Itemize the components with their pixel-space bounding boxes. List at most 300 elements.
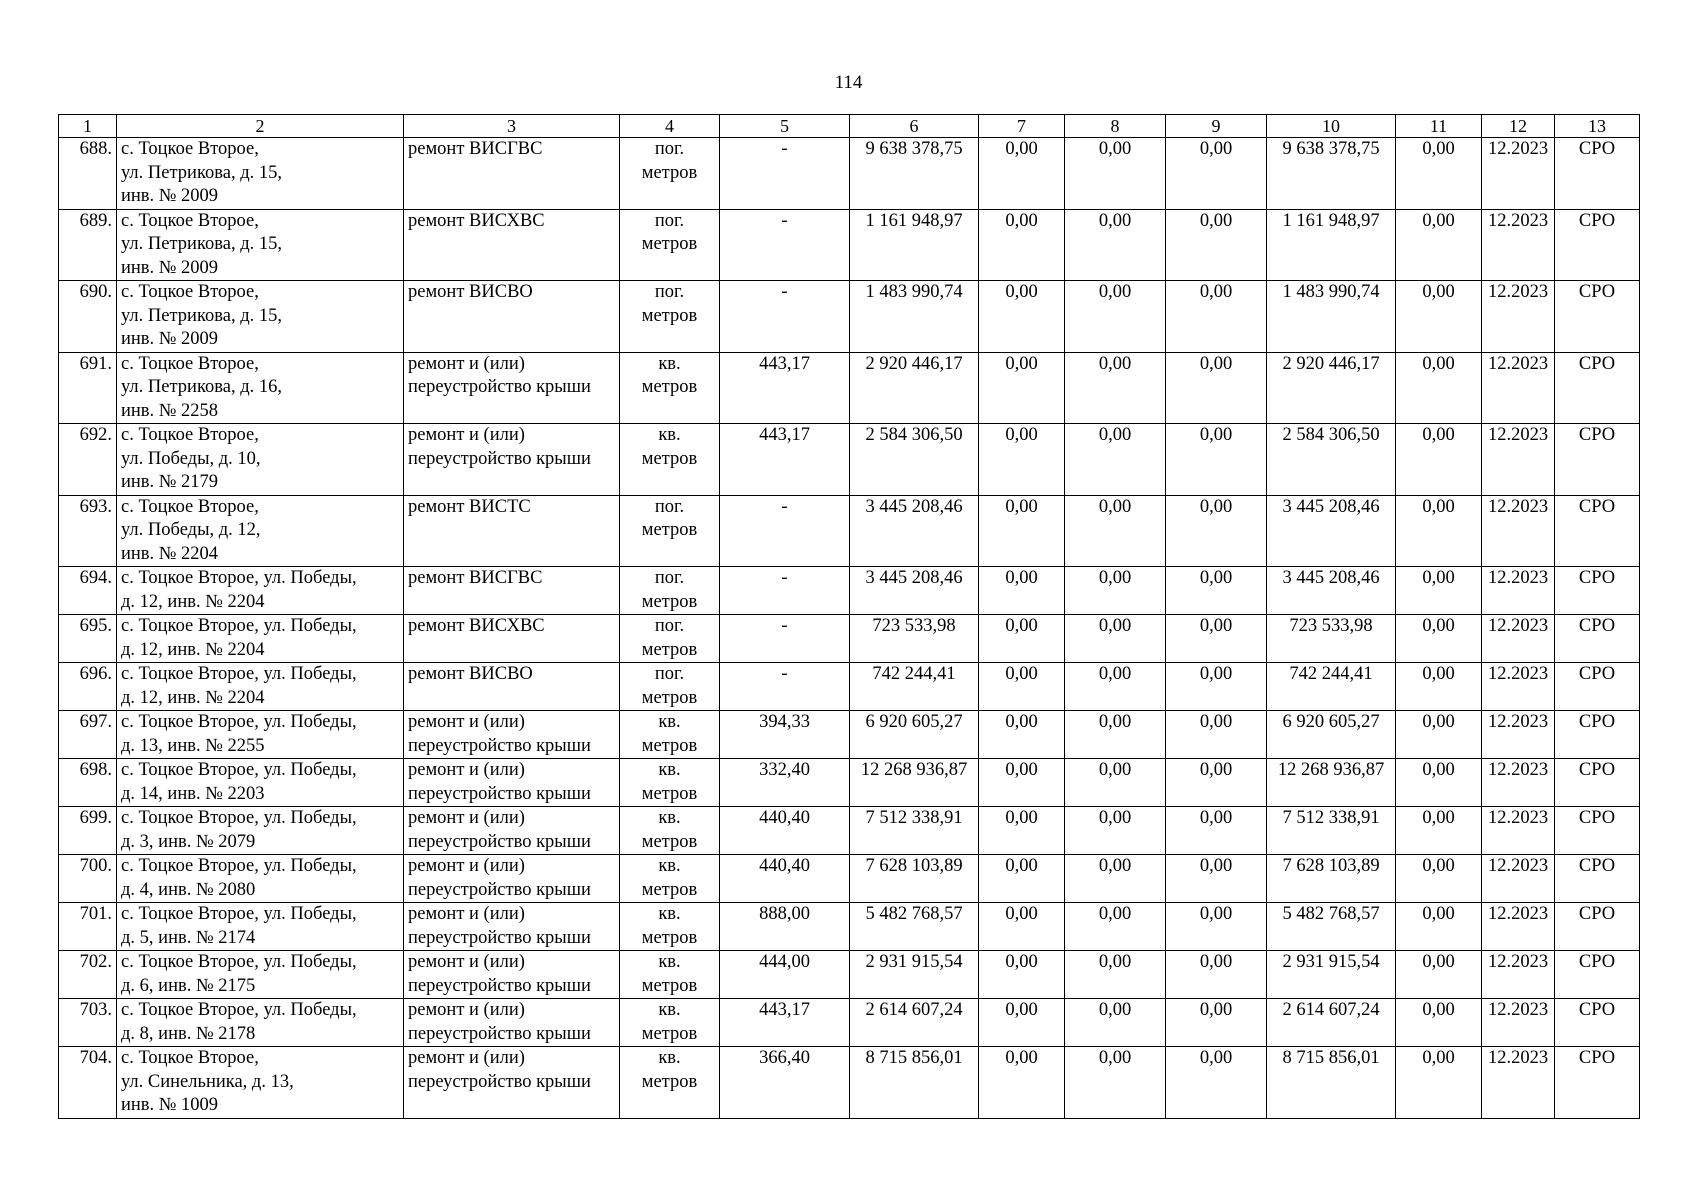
- address-cell: [117, 855, 404, 903]
- address-cell-line: д. 3, инв. № 2079: [121, 831, 256, 852]
- unit-cell-line: метров: [641, 879, 698, 900]
- value-cell-7: 0,00: [979, 807, 1065, 855]
- value-cell-9: 0,00: [1166, 999, 1267, 1047]
- address-cell-line: д. 12, инв. № 2204: [121, 591, 265, 612]
- unit-cell-line: метров: [641, 783, 698, 804]
- work-type-cell: [404, 951, 620, 999]
- address-cell-line: с. Тоцкое Второе,: [121, 496, 259, 517]
- value-cell-12: 12.2023: [1482, 281, 1555, 353]
- table-row: [59, 567, 1640, 615]
- unit-cell: [620, 1047, 720, 1119]
- unit-cell: [620, 567, 720, 615]
- address-cell: [117, 663, 404, 711]
- unit-cell: [620, 807, 720, 855]
- work-type-cell: [404, 999, 620, 1047]
- value-cell-11: 0,00: [1396, 567, 1482, 615]
- value-cell-7: 0,00: [979, 759, 1065, 807]
- column-header-11: 11: [1396, 115, 1482, 138]
- value-cell-11: 0,00: [1396, 209, 1482, 281]
- value-cell-10: 1 483 990,74: [1267, 281, 1396, 353]
- unit-cell: [620, 352, 720, 424]
- value-cell-8: 0,00: [1065, 209, 1166, 281]
- address-cell-line: инв. № 2009: [121, 186, 219, 206]
- unit-cell-line: пог.: [654, 664, 685, 684]
- value-cell-10: 3 445 208,46: [1267, 567, 1396, 615]
- unit-cell-line: метров: [641, 520, 698, 540]
- work-type-cell: [404, 495, 620, 567]
- unit-cell-line: метров: [641, 831, 698, 852]
- value-cell-12: 12.2023: [1482, 807, 1555, 855]
- value-cell-7: 0,00: [979, 855, 1065, 903]
- address-cell-line: д. 13, инв. № 2255: [121, 735, 265, 756]
- unit-cell: [620, 663, 720, 711]
- row-number: 703.: [59, 999, 117, 1047]
- value-cell-8: 0,00: [1065, 352, 1166, 424]
- value-cell-9: 0,00: [1166, 424, 1267, 496]
- address-cell-line: с. Тоцкое Второе, ул. Победы,: [121, 712, 357, 732]
- value-cell-10: 6 920 605,27: [1267, 711, 1396, 759]
- work-type-cell: [404, 281, 620, 353]
- address-cell-line: с. Тоцкое Второе, ул. Победы,: [121, 808, 357, 828]
- table-row: [59, 999, 1640, 1047]
- work-type-cell-line: ремонт и (или): [408, 1000, 525, 1020]
- value-cell-11: 0,00: [1396, 711, 1482, 759]
- table-row: [59, 424, 1640, 496]
- address-cell-line: с. Тоцкое Второе, ул. Победы,: [121, 904, 357, 924]
- work-type-cell: [404, 1047, 620, 1119]
- source-cell: СРО: [1555, 495, 1640, 567]
- value-cell-5: 332,40: [720, 759, 850, 807]
- unit-cell-line: метров: [641, 1071, 698, 1092]
- value-cell-7: 0,00: [979, 352, 1065, 424]
- work-type-cell: [404, 567, 620, 615]
- unit-cell-line: метров: [641, 735, 698, 756]
- address-cell-line: с. Тоцкое Второе,: [121, 1048, 259, 1068]
- value-cell-10: 1 161 948,97: [1267, 209, 1396, 281]
- source-cell: СРО: [1555, 209, 1640, 281]
- address-cell-line: с. Тоцкое Второе,: [121, 139, 259, 159]
- value-cell-6: 9 638 378,75: [850, 138, 979, 210]
- value-cell-8: 0,00: [1065, 759, 1166, 807]
- unit-cell-line: кв.: [658, 425, 681, 445]
- value-cell-12: 12.2023: [1482, 495, 1555, 567]
- address-cell: [117, 1047, 404, 1119]
- value-cell-5: -: [720, 138, 850, 210]
- row-number: 698.: [59, 759, 117, 807]
- value-cell-11: 0,00: [1396, 903, 1482, 951]
- value-cell-7: 0,00: [979, 711, 1065, 759]
- value-cell-5: 444,00: [720, 951, 850, 999]
- value-cell-6: 8 715 856,01: [850, 1047, 979, 1119]
- value-cell-7: 0,00: [979, 424, 1065, 496]
- table-row: [59, 138, 1640, 210]
- value-cell-12: 12.2023: [1482, 855, 1555, 903]
- work-type-cell-line: ремонт ВИСХВС: [408, 616, 545, 636]
- unit-cell-line: метров: [641, 1023, 698, 1044]
- value-cell-10: 8 715 856,01: [1267, 1047, 1396, 1119]
- address-cell-line: инв. № 2009: [121, 329, 219, 349]
- value-cell-7: 0,00: [979, 999, 1065, 1047]
- unit-cell-line: кв.: [658, 760, 681, 780]
- value-cell-6: 2 920 446,17: [850, 352, 979, 424]
- source-cell: СРО: [1555, 567, 1640, 615]
- value-cell-11: 0,00: [1396, 138, 1482, 210]
- address-cell: [117, 495, 404, 567]
- value-cell-5: -: [720, 567, 850, 615]
- row-number: 689.: [59, 209, 117, 281]
- unit-cell-line: пог.: [654, 568, 685, 588]
- address-cell-line: с. Тоцкое Второе,: [121, 425, 259, 445]
- unit-cell: [620, 903, 720, 951]
- column-header-2: 2: [117, 115, 404, 138]
- row-number: 694.: [59, 567, 117, 615]
- source-cell: СРО: [1555, 663, 1640, 711]
- value-cell-12: 12.2023: [1482, 352, 1555, 424]
- value-cell-7: 0,00: [979, 495, 1065, 567]
- work-type-cell-line: ремонт ВИСВО: [408, 664, 533, 684]
- value-cell-6: 5 482 768,57: [850, 903, 979, 951]
- unit-cell-line: метров: [641, 234, 698, 254]
- address-cell-line: ул. Петрикова, д. 16,: [121, 377, 282, 397]
- work-type-cell-line: ремонт и (или): [408, 904, 525, 924]
- address-cell-line: с. Тоцкое Второе, ул. Победы,: [121, 952, 357, 972]
- work-type-cell: [404, 759, 620, 807]
- column-header-6: 6: [850, 115, 979, 138]
- row-number: 693.: [59, 495, 117, 567]
- unit-cell: [620, 209, 720, 281]
- unit-cell: [620, 999, 720, 1047]
- row-number: 688.: [59, 138, 117, 210]
- address-cell-line: с. Тоцкое Второе, ул. Победы,: [121, 664, 357, 684]
- value-cell-9: 0,00: [1166, 711, 1267, 759]
- column-header-1: 1: [59, 115, 117, 138]
- row-number: 701.: [59, 903, 117, 951]
- work-type-cell-line: ремонт ВИСТС: [408, 496, 531, 517]
- value-cell-12: 12.2023: [1482, 424, 1555, 496]
- address-cell: [117, 424, 404, 496]
- value-cell-10: 2 614 607,24: [1267, 999, 1396, 1047]
- work-type-cell-line: ремонт ВИСГВС: [408, 568, 543, 588]
- unit-cell-line: метров: [641, 927, 698, 948]
- value-cell-12: 12.2023: [1482, 999, 1555, 1047]
- work-type-cell: [404, 903, 620, 951]
- address-cell-line: д. 5, инв. № 2174: [121, 927, 256, 948]
- value-cell-5: -: [720, 281, 850, 353]
- column-header-9: 9: [1166, 115, 1267, 138]
- value-cell-12: 12.2023: [1482, 209, 1555, 281]
- value-cell-7: 0,00: [979, 138, 1065, 210]
- value-cell-6: 3 445 208,46: [850, 567, 979, 615]
- value-cell-9: 0,00: [1166, 209, 1267, 281]
- value-cell-8: 0,00: [1065, 807, 1166, 855]
- row-number: 700.: [59, 855, 117, 903]
- source-cell: СРО: [1555, 1047, 1640, 1119]
- source-cell: СРО: [1555, 855, 1640, 903]
- value-cell-12: 12.2023: [1482, 615, 1555, 663]
- row-number: 692.: [59, 424, 117, 496]
- work-type-cell-line: ремонт ВИСВО: [408, 282, 533, 302]
- value-cell-12: 12.2023: [1482, 567, 1555, 615]
- address-cell-line: д. 4, инв. № 2080: [121, 879, 256, 900]
- value-cell-11: 0,00: [1396, 855, 1482, 903]
- value-cell-10: 2 584 306,50: [1267, 424, 1396, 496]
- address-cell-line: с. Тоцкое Второе, ул. Победы,: [121, 568, 357, 588]
- column-header-4: 4: [620, 115, 720, 138]
- table-row: [59, 951, 1640, 999]
- unit-cell-line: пог.: [654, 282, 685, 302]
- source-cell: СРО: [1555, 711, 1640, 759]
- work-type-cell: [404, 711, 620, 759]
- unit-cell-line: пог.: [654, 496, 685, 517]
- address-cell-line: инв. № 2204: [121, 543, 219, 564]
- value-cell-6: 6 920 605,27: [850, 711, 979, 759]
- unit-cell: [620, 138, 720, 210]
- value-cell-8: 0,00: [1065, 951, 1166, 999]
- unit-cell-line: пог.: [654, 616, 685, 636]
- work-type-cell-line: ремонт и (или): [408, 808, 525, 828]
- value-cell-11: 0,00: [1396, 951, 1482, 999]
- address-cell-line: с. Тоцкое Второе,: [121, 353, 259, 374]
- value-cell-9: 0,00: [1166, 903, 1267, 951]
- value-cell-8: 0,00: [1065, 999, 1166, 1047]
- row-number: 696.: [59, 663, 117, 711]
- value-cell-10: 723 533,98: [1267, 615, 1396, 663]
- address-cell: [117, 903, 404, 951]
- value-cell-9: 0,00: [1166, 281, 1267, 353]
- value-cell-9: 0,00: [1166, 759, 1267, 807]
- unit-cell: [620, 424, 720, 496]
- address-cell-line: д. 14, инв. № 2203: [121, 783, 265, 804]
- work-type-cell-line: ремонт ВИСГВС: [408, 139, 543, 159]
- value-cell-10: 7 512 338,91: [1267, 807, 1396, 855]
- value-cell-10: 12 268 936,87: [1267, 759, 1396, 807]
- unit-cell-line: пог.: [654, 210, 685, 231]
- row-number: 695.: [59, 615, 117, 663]
- value-cell-12: 12.2023: [1482, 1047, 1555, 1119]
- source-cell: СРО: [1555, 951, 1640, 999]
- value-cell-9: 0,00: [1166, 138, 1267, 210]
- row-number: 691.: [59, 352, 117, 424]
- table-row: [59, 711, 1640, 759]
- value-cell-5: 440,40: [720, 855, 850, 903]
- value-cell-10: 2 920 446,17: [1267, 352, 1396, 424]
- unit-cell-line: метров: [641, 639, 698, 660]
- table-row: [59, 352, 1640, 424]
- column-header-5: 5: [720, 115, 850, 138]
- unit-cell-line: кв.: [658, 856, 681, 876]
- value-cell-6: 2 931 915,54: [850, 951, 979, 999]
- value-cell-6: 742 244,41: [850, 663, 979, 711]
- unit-cell: [620, 615, 720, 663]
- value-cell-5: -: [720, 615, 850, 663]
- value-cell-9: 0,00: [1166, 567, 1267, 615]
- column-header-12: 12: [1482, 115, 1555, 138]
- work-type-cell-line: ремонт и (или): [408, 952, 525, 972]
- source-cell: СРО: [1555, 807, 1640, 855]
- value-cell-9: 0,00: [1166, 663, 1267, 711]
- table-row: [59, 807, 1640, 855]
- value-cell-5: -: [720, 663, 850, 711]
- unit-cell-line: кв.: [658, 1048, 681, 1068]
- value-cell-10: 9 638 378,75: [1267, 138, 1396, 210]
- address-cell-line: ул. Победы, д. 10,: [121, 448, 261, 469]
- page-number: 114: [834, 72, 863, 93]
- value-cell-11: 0,00: [1396, 615, 1482, 663]
- value-cell-11: 0,00: [1396, 759, 1482, 807]
- value-cell-11: 0,00: [1396, 807, 1482, 855]
- value-cell-8: 0,00: [1065, 424, 1166, 496]
- unit-cell-line: метров: [641, 305, 698, 326]
- work-type-cell: [404, 615, 620, 663]
- value-cell-12: 12.2023: [1482, 951, 1555, 999]
- column-header-8: 8: [1065, 115, 1166, 138]
- work-type-cell-line: ремонт ВИСХВС: [408, 210, 545, 231]
- address-cell: [117, 615, 404, 663]
- source-cell: СРО: [1555, 424, 1640, 496]
- address-cell-line: д. 8, инв. № 2178: [121, 1023, 256, 1044]
- work-type-cell: [404, 807, 620, 855]
- work-type-cell-line: переустройство крыши: [408, 735, 591, 756]
- address-cell-line: д. 12, инв. № 2204: [121, 639, 265, 660]
- value-cell-5: 443,17: [720, 352, 850, 424]
- value-cell-11: 0,00: [1396, 495, 1482, 567]
- column-header-7: 7: [979, 115, 1065, 138]
- value-cell-12: 12.2023: [1482, 138, 1555, 210]
- table-row: [59, 281, 1640, 353]
- value-cell-11: 0,00: [1396, 281, 1482, 353]
- work-type-cell-line: переустройство крыши: [408, 1023, 591, 1044]
- unit-cell: [620, 281, 720, 353]
- unit-cell-line: метров: [641, 162, 698, 183]
- work-type-cell-line: ремонт и (или): [408, 712, 525, 732]
- value-cell-7: 0,00: [979, 663, 1065, 711]
- row-number: 690.: [59, 281, 117, 353]
- value-cell-5: 888,00: [720, 903, 850, 951]
- program-table: [58, 114, 1640, 1119]
- address-cell: [117, 711, 404, 759]
- work-type-cell-line: ремонт и (или): [408, 856, 525, 876]
- value-cell-9: 0,00: [1166, 855, 1267, 903]
- unit-cell-line: кв.: [658, 808, 681, 828]
- value-cell-6: 3 445 208,46: [850, 495, 979, 567]
- value-cell-12: 12.2023: [1482, 759, 1555, 807]
- table-row: [59, 855, 1640, 903]
- address-cell-line: с. Тоцкое Второе, ул. Победы,: [121, 760, 357, 780]
- value-cell-9: 0,00: [1166, 807, 1267, 855]
- table-row: [59, 903, 1640, 951]
- value-cell-6: 12 268 936,87: [850, 759, 979, 807]
- table-row: [59, 495, 1640, 567]
- value-cell-8: 0,00: [1065, 495, 1166, 567]
- source-cell: СРО: [1555, 281, 1640, 353]
- source-cell: СРО: [1555, 138, 1640, 210]
- value-cell-12: 12.2023: [1482, 711, 1555, 759]
- unit-cell-line: кв.: [658, 952, 681, 972]
- work-type-cell-line: переустройство крыши: [408, 377, 591, 397]
- unit-cell-line: метров: [641, 591, 698, 612]
- source-cell: СРО: [1555, 352, 1640, 424]
- unit-cell-line: кв.: [658, 904, 681, 924]
- unit-cell-line: метров: [641, 975, 698, 996]
- value-cell-7: 0,00: [979, 903, 1065, 951]
- work-type-cell-line: переустройство крыши: [408, 927, 591, 948]
- value-cell-9: 0,00: [1166, 615, 1267, 663]
- work-type-cell-line: переустройство крыши: [408, 1071, 591, 1092]
- value-cell-7: 0,00: [979, 951, 1065, 999]
- value-cell-8: 0,00: [1065, 138, 1166, 210]
- work-type-cell-line: ремонт и (или): [408, 353, 525, 374]
- value-cell-8: 0,00: [1065, 711, 1166, 759]
- unit-cell: [620, 759, 720, 807]
- row-number: 704.: [59, 1047, 117, 1119]
- unit-cell-line: пог.: [654, 139, 685, 159]
- value-cell-8: 0,00: [1065, 903, 1166, 951]
- source-cell: СРО: [1555, 903, 1640, 951]
- work-type-cell: [404, 352, 620, 424]
- value-cell-10: 2 931 915,54: [1267, 951, 1396, 999]
- work-type-cell-line: переустройство крыши: [408, 831, 591, 852]
- table-row: [59, 1047, 1640, 1119]
- value-cell-10: 742 244,41: [1267, 663, 1396, 711]
- value-cell-8: 0,00: [1065, 1047, 1166, 1119]
- value-cell-6: 1 161 948,97: [850, 209, 979, 281]
- work-type-cell: [404, 855, 620, 903]
- address-cell-line: с. Тоцкое Второе, ул. Победы,: [121, 1000, 357, 1020]
- value-cell-7: 0,00: [979, 209, 1065, 281]
- address-cell-line: с. Тоцкое Второе, ул. Победы,: [121, 856, 357, 876]
- unit-cell-line: кв.: [658, 712, 681, 732]
- column-header-13: 13: [1555, 115, 1640, 138]
- value-cell-11: 0,00: [1396, 999, 1482, 1047]
- address-cell: [117, 807, 404, 855]
- value-cell-8: 0,00: [1065, 663, 1166, 711]
- unit-cell-line: метров: [641, 687, 698, 708]
- address-cell-line: с. Тоцкое Второе, ул. Победы,: [121, 616, 357, 636]
- address-cell-line: инв. № 2009: [121, 257, 219, 278]
- value-cell-9: 0,00: [1166, 1047, 1267, 1119]
- value-cell-5: 443,17: [720, 424, 850, 496]
- value-cell-7: 0,00: [979, 1047, 1065, 1119]
- column-number-row: [59, 115, 1640, 138]
- value-cell-5: -: [720, 495, 850, 567]
- value-cell-10: 5 482 768,57: [1267, 903, 1396, 951]
- value-cell-9: 0,00: [1166, 495, 1267, 567]
- unit-cell: [620, 495, 720, 567]
- value-cell-11: 0,00: [1396, 352, 1482, 424]
- value-cell-6: 723 533,98: [850, 615, 979, 663]
- row-number: 702.: [59, 951, 117, 999]
- address-cell: [117, 209, 404, 281]
- value-cell-5: -: [720, 209, 850, 281]
- work-type-cell-line: переустройство крыши: [408, 783, 591, 804]
- address-cell-line: с. Тоцкое Второе,: [121, 210, 259, 231]
- value-cell-12: 12.2023: [1482, 903, 1555, 951]
- work-type-cell-line: ремонт и (или): [408, 1048, 525, 1068]
- value-cell-8: 0,00: [1065, 855, 1166, 903]
- unit-cell: [620, 711, 720, 759]
- row-number: 699.: [59, 807, 117, 855]
- value-cell-8: 0,00: [1065, 615, 1166, 663]
- value-cell-9: 0,00: [1166, 951, 1267, 999]
- address-cell-line: ул. Петрикова, д. 15,: [121, 234, 282, 254]
- work-type-cell: [404, 138, 620, 210]
- value-cell-6: 7 512 338,91: [850, 807, 979, 855]
- address-cell-line: ул. Синельника, д. 13,: [121, 1071, 294, 1092]
- work-type-cell-line: переустройство крыши: [408, 879, 591, 900]
- column-header-10: 10: [1267, 115, 1396, 138]
- address-cell-line: инв. № 1009: [121, 1095, 219, 1115]
- unit-cell: [620, 951, 720, 999]
